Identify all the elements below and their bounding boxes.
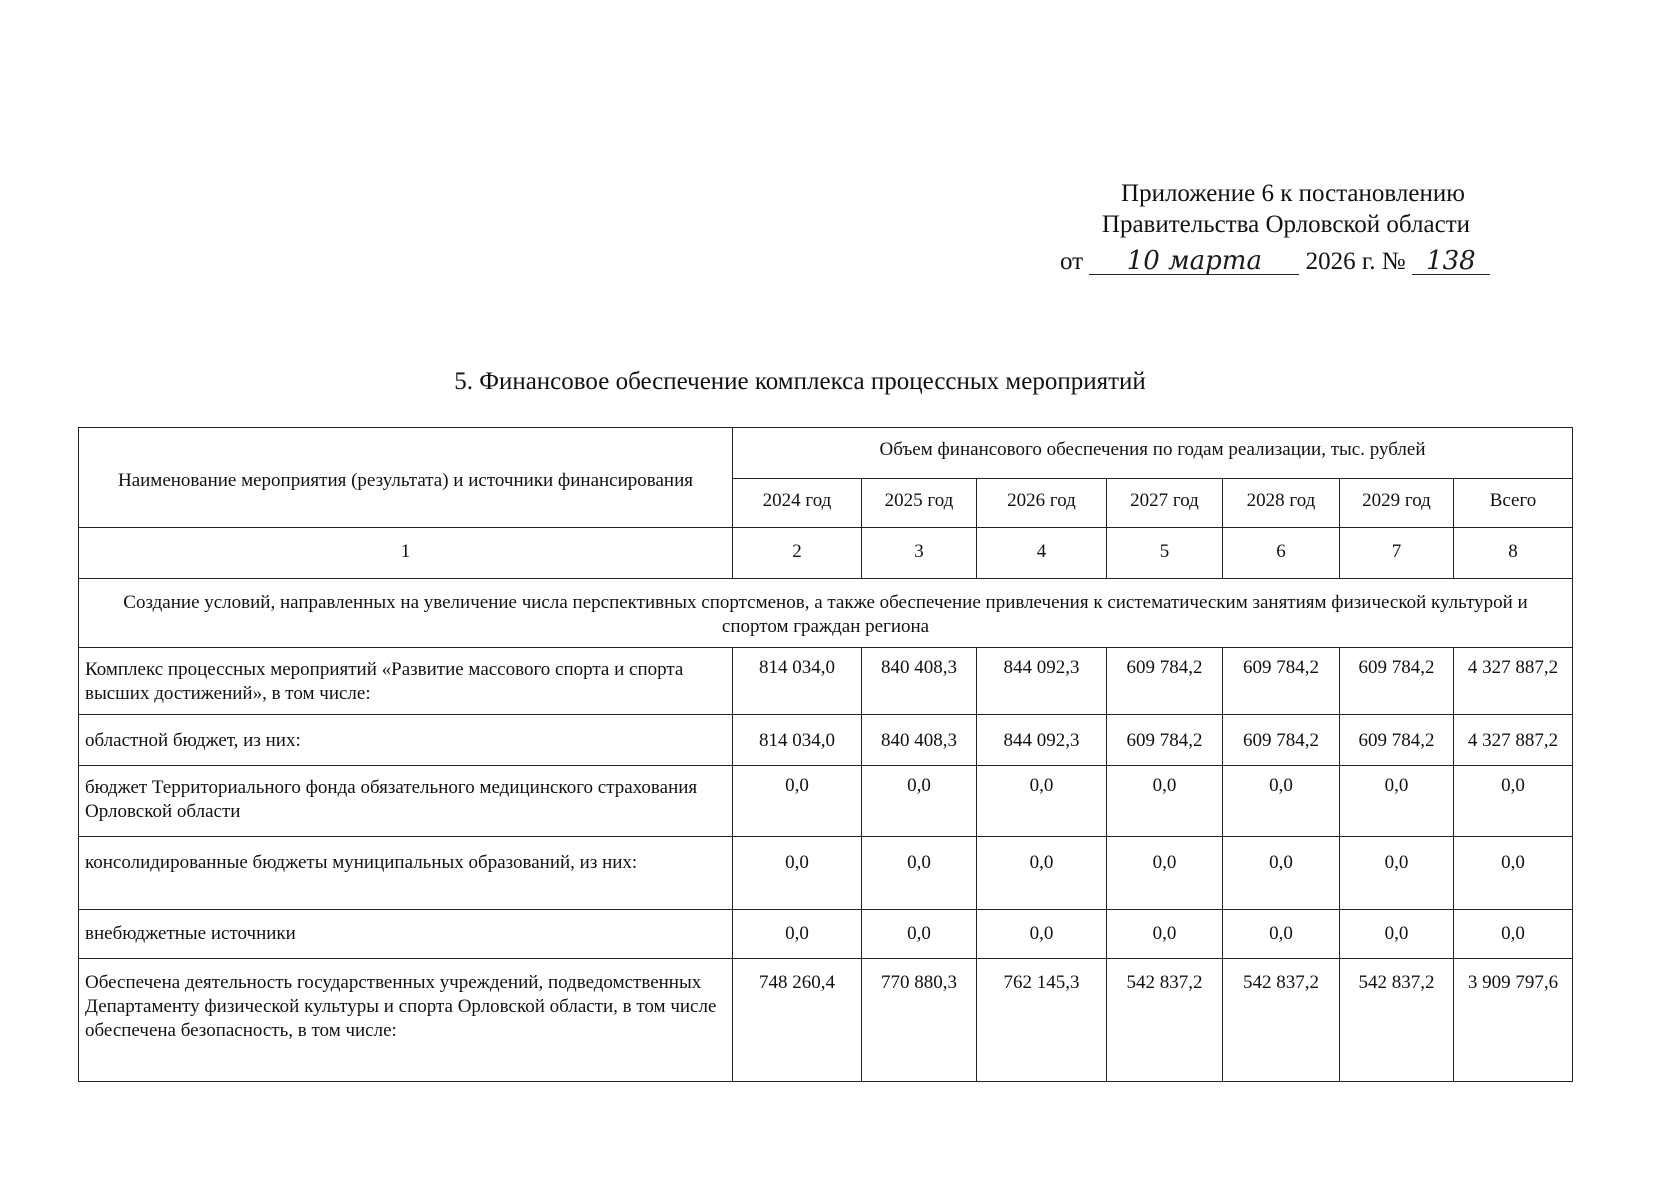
row-value: 0,0 (1107, 766, 1223, 837)
row-value: 844 092,3 (977, 715, 1107, 766)
row-value: 762 145,3 (977, 959, 1107, 1082)
row-value: 0,0 (977, 837, 1107, 910)
table-header-row-1 (79, 428, 1573, 479)
row-value: 0,0 (1454, 837, 1573, 910)
section-row (79, 579, 1573, 648)
row-value: 0,0 (733, 837, 862, 910)
column-number: 3 (862, 528, 977, 579)
row-value: 0,0 (1340, 910, 1454, 959)
row-name: областной бюджет, из них: (79, 715, 733, 766)
row-value: 0,0 (862, 837, 977, 910)
header-total: Всего (1454, 479, 1573, 528)
row-value: 0,0 (1107, 837, 1223, 910)
row-name: Комплекс процессных мероприятий «Развитие массового спорта и спорта высших достижений», в том числе: (79, 648, 733, 715)
row-value: 844 092,3 (977, 648, 1107, 715)
appendix-line-3 (1060, 240, 1490, 277)
row-value: 0,0 (1454, 766, 1573, 837)
table-row (79, 715, 1573, 766)
appendix-prefix: от (1060, 248, 1084, 275)
table-row (79, 766, 1573, 837)
row-value: 770 880,3 (862, 959, 977, 1082)
row-value: 4 327 887,2 (1454, 648, 1573, 715)
header-name-cell: Наименование мероприятия (результата) и источники финансирования (79, 428, 733, 528)
row-value: 0,0 (733, 766, 862, 837)
header-year: 2027 год (1107, 479, 1223, 528)
row-name: бюджет Территориального фонда обязательного медицинского страхования Орловской области (79, 766, 733, 837)
row-value: 0,0 (1107, 910, 1223, 959)
table-row (79, 837, 1573, 910)
table-row (79, 910, 1573, 959)
header-year: 2029 год (1340, 479, 1454, 528)
handwritten-date: 10 марта (1089, 248, 1299, 275)
row-value: 0,0 (1340, 766, 1454, 837)
section-row-text: Создание условий, направленных на увеличение числа перспективных спортсменов, а также обеспечение привлечения к систематическим занятиям физической культурой и спортом граждан региона (79, 579, 1573, 648)
table-row (79, 959, 1573, 1082)
column-numbers-row (79, 528, 1573, 579)
row-value: 0,0 (733, 910, 862, 959)
row-value: 0,0 (1223, 910, 1340, 959)
section-title-text: 5. Финансовое обеспечение комплекса процессных мероприятий (454, 368, 1146, 395)
column-number: 6 (1223, 528, 1340, 579)
column-number: 1 (79, 528, 733, 579)
row-value: 609 784,2 (1223, 715, 1340, 766)
row-name: внебюджетные источники (79, 910, 733, 959)
financing-table (78, 427, 1573, 1082)
row-value: 542 837,2 (1340, 959, 1454, 1082)
row-value: 0,0 (1223, 837, 1340, 910)
column-number: 4 (977, 528, 1107, 579)
row-value: 0,0 (1340, 837, 1454, 910)
row-value: 814 034,0 (733, 715, 862, 766)
row-value: 0,0 (862, 910, 977, 959)
row-value: 0,0 (862, 766, 977, 837)
row-value: 609 784,2 (1107, 648, 1223, 715)
row-value: 0,0 (1223, 766, 1340, 837)
row-name: Обеспечена деятельность государственных учреждений, подведомственных Департаменту физической культуры и спорта Орловской области, в том числе обеспечена безопасность, в том числе: (79, 959, 733, 1082)
header-volume-cell: Объем финансового обеспечения по годам реализации, тыс. рублей (733, 428, 1573, 479)
column-number: 2 (733, 528, 862, 579)
header-year: 2028 год (1223, 479, 1340, 528)
appendix-year: 2026 г. № (1305, 248, 1406, 275)
row-value: 840 408,3 (862, 648, 977, 715)
appendix-line-1: Приложение 6 к постановлению (1121, 180, 1465, 207)
row-value: 748 260,4 (733, 959, 862, 1082)
header-year: 2026 год (977, 479, 1107, 528)
row-value: 609 784,2 (1340, 648, 1454, 715)
row-value: 609 784,2 (1223, 648, 1340, 715)
row-value: 609 784,2 (1340, 715, 1454, 766)
row-value: 3 909 797,6 (1454, 959, 1573, 1082)
section-title (0, 368, 1677, 396)
header-year: 2025 год (862, 479, 977, 528)
column-number: 7 (1340, 528, 1454, 579)
row-name: консолидированные бюджеты муниципальных образований, из них: (79, 837, 733, 910)
row-value: 542 837,2 (1107, 959, 1223, 1082)
row-value: 0,0 (1454, 910, 1573, 959)
header-year: 2024 год (733, 479, 862, 528)
row-value: 840 408,3 (862, 715, 977, 766)
column-number: 5 (1107, 528, 1223, 579)
appendix-header (1060, 178, 1490, 277)
row-value: 609 784,2 (1107, 715, 1223, 766)
appendix-line-2: Правительства Орловской области (1101, 211, 1470, 238)
table-row (79, 648, 1573, 715)
row-value: 0,0 (977, 766, 1107, 837)
row-value: 0,0 (977, 910, 1107, 959)
handwritten-number: 138 (1412, 240, 1490, 275)
column-number: 8 (1454, 528, 1573, 579)
row-value: 814 034,0 (733, 648, 862, 715)
row-value: 542 837,2 (1223, 959, 1340, 1082)
row-value: 4 327 887,2 (1454, 715, 1573, 766)
